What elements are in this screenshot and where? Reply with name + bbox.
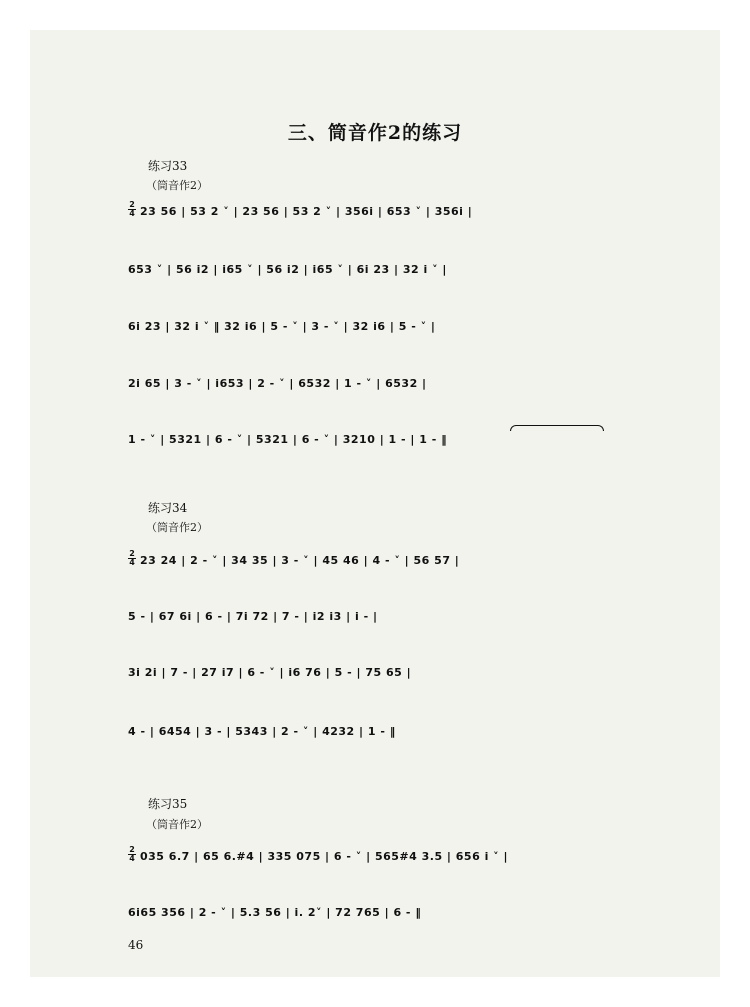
time-sig-bottom: 4 (129, 209, 135, 218)
score-page (30, 30, 720, 977)
exercise-35-key: （筒音作2） (146, 818, 208, 831)
tie-mark (510, 425, 604, 431)
exercise-34-line-2: 5 - | 67 6i | 6 - | 7i 72 | 7 - | i2 i3 | i - | (128, 610, 378, 623)
time-sig-top: 2 (129, 200, 135, 209)
exercise-35-line-2: 6i65 356 | 2 - ˅ | 5.3 56 | i. 2˅ | 72 765 | 6 - ‖ (128, 906, 422, 919)
exercise-33-title: 练习33 (148, 159, 188, 173)
exercise-34-line-4: 4 - | 6454 | 3 - | 5343 | 2 - ˅ | 4232 | 1 - ‖ (128, 725, 396, 738)
page-title: 三、筒音作2的练习 (287, 122, 463, 144)
exercise-33-key: （筒音作2） (146, 179, 208, 192)
time-sig-top: 2 (129, 549, 135, 558)
exercise-35-line-1: 035 6.7 | 65 6.#4 | 335 075 | 6 - ˅ | 565#4 3.5 | 656 i ˅ | (140, 850, 509, 863)
time-sig-bottom: 4 (129, 854, 135, 863)
page-number: 46 (128, 938, 144, 952)
time-sig-bottom: 4 (129, 558, 135, 567)
exercise-33-line-5: 1 - ˅ | 5321 | 6 - ˅ | 5321 | 6 - ˅ | 3210 | 1 - | 1 - ‖ (128, 433, 448, 446)
exercise-35-time-signature (128, 846, 136, 863)
exercise-33-line-2: 653 ˅ | 56 i2 | i65 ˅ | 56 i2 | i65 ˅ | 6i 23 | 32 i ˅ | (128, 263, 447, 276)
exercise-34-line-3: 3i 2i | 7 - | 27 i7 | 6 - ˅ | i6 76 | 5 - | 75 65 | (128, 666, 412, 679)
exercise-33-line-4: 2i 65 | 3 - ˅ | i653 | 2 - ˅ | 6532 | 1 - ˅ | 6532 | (128, 377, 427, 390)
time-sig-top: 2 (129, 845, 135, 854)
exercise-34-title: 练习34 (148, 501, 188, 515)
exercise-35-title: 练习35 (148, 797, 188, 811)
exercise-34-line-1: 23 24 | 2 - ˅ | 34 35 | 3 - ˅ | 45 46 | 4 - ˅ | 56 57 | (140, 554, 460, 567)
exercise-33-line-3: 6i 23 | 32 i ˅ ‖ 32 i6 | 5 - ˅ | 3 - ˅ | 32 i6 | 5 - ˅ | (128, 320, 436, 333)
exercise-34-time-signature (128, 550, 136, 567)
exercise-33-time-signature (128, 201, 136, 218)
exercise-33-line-1: 23 56 | 53 2 ˅ | 23 56 | 53 2 ˅ | 356i | 653 ˅ | 356i | (140, 205, 473, 218)
exercise-34-key: （筒音作2） (146, 521, 208, 534)
